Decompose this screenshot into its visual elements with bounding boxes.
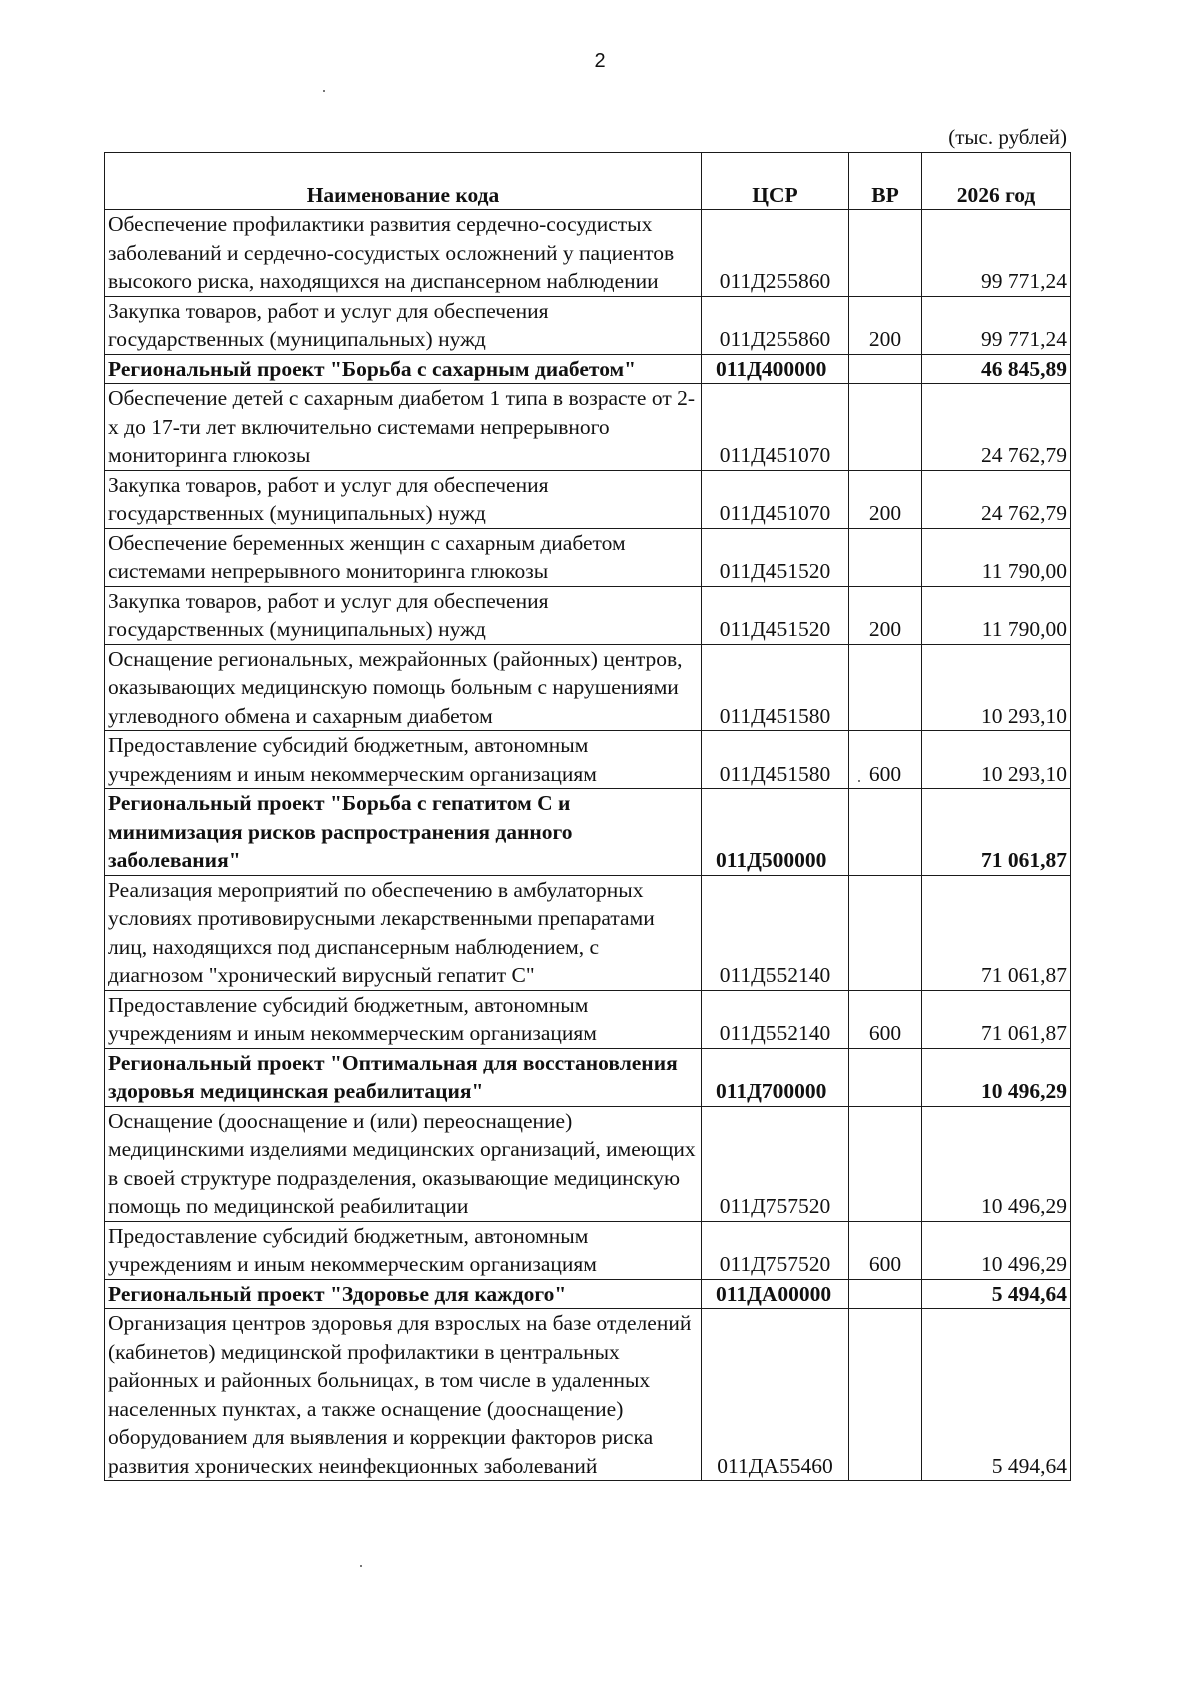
row-amount: 10 496,29 (922, 1048, 1071, 1106)
header-vr: ВР (849, 153, 922, 210)
row-vr-code (849, 1279, 922, 1309)
row-name: Закупка товаров, работ и услуг для обеспечения государственных (муниципальных) нужд (105, 470, 702, 528)
row-name: Предоставление субсидий бюджетным, автономным учреждениям и иным некоммерческим организациям (105, 731, 702, 789)
row-vr-code (849, 1106, 922, 1221)
row-csr-code: 011Д451070 (702, 384, 849, 471)
row-vr-code (849, 789, 922, 876)
row-amount: 11 790,00 (922, 528, 1071, 586)
row-amount: 10 496,29 (922, 1106, 1071, 1221)
row-csr-code: 011Д552140 (702, 875, 849, 990)
table-row (105, 296, 1071, 354)
table-row (105, 731, 1071, 789)
row-vr-code (849, 384, 922, 471)
row-csr-code: 011Д757520 (702, 1221, 849, 1279)
table-row (105, 384, 1071, 471)
row-csr-code: 011Д451580 (702, 731, 849, 789)
row-amount: 11 790,00 (922, 586, 1071, 644)
table-row (105, 789, 1071, 876)
row-csr-code: 011Д700000 (702, 1048, 849, 1106)
table-row (105, 210, 1071, 297)
row-name: Обеспечение профилактики развития сердечно-сосудистых заболеваний и сердечно-сосудистых осложнений у пациентов высокого риска, находящихся на диспансерном наблюдении (105, 210, 702, 297)
row-name: Предоставление субсидий бюджетным, автономным учреждениям и иным некоммерческим организациям (105, 1221, 702, 1279)
row-name: Региональный проект "Оптимальная для восстановления здоровья медицинская реабилитация" (105, 1048, 702, 1106)
row-name: Региональный проект "Борьба с сахарным диабетом" (105, 354, 702, 384)
row-name: Реализация мероприятий по обеспечению в амбулаторных условиях противовирусными лекарственными препаратами лиц, находящихся под диспансерным наблюдением, с диагнозом "хронический вирусный гепатит С" (105, 875, 702, 990)
row-vr-code (849, 354, 922, 384)
row-amount: 46 845,89 (922, 354, 1071, 384)
row-amount: 10 496,29 (922, 1221, 1071, 1279)
row-csr-code: 011Д451520 (702, 528, 849, 586)
table-body (105, 210, 1071, 1481)
row-csr-code: 011Д500000 (702, 789, 849, 876)
row-amount: 24 762,79 (922, 384, 1071, 471)
row-name: Обеспечение детей с сахарным диабетом 1 типа в возрасте от 2-х до 17-ти лет включительно системами непрерывного мониторинга глюкозы (105, 384, 702, 471)
row-amount: 24 762,79 (922, 470, 1071, 528)
row-csr-code: 011Д255860 (702, 210, 849, 297)
row-vr-code: 600 (849, 731, 922, 789)
header-year: 2026 год (922, 153, 1071, 210)
row-csr-code: 011Д400000 (702, 354, 849, 384)
table-row (105, 1279, 1071, 1309)
page-number: 2 (594, 50, 606, 72)
row-vr-code (849, 644, 922, 731)
header-csr: ЦСР (702, 153, 849, 210)
row-vr-code (849, 528, 922, 586)
row-vr-code (849, 875, 922, 990)
row-vr-code: 600 (849, 1221, 922, 1279)
row-name: Оснащение (дооснащение и (или) переоснащение) медицинскими изделиями медицинских организаций, имеющих в своей структуре подразделения, оказывающие медицинскую помощь по медицинской реабилитации (105, 1106, 702, 1221)
scan-speck (323, 90, 325, 92)
row-csr-code: 011Д451580 (702, 644, 849, 731)
row-name: Закупка товаров, работ и услуг для обеспечения государственных (муниципальных) нужд (105, 586, 702, 644)
table-row (105, 528, 1071, 586)
header-name: Наименование кода (105, 153, 702, 210)
row-csr-code: 011Д451070 (702, 470, 849, 528)
table-row (105, 1106, 1071, 1221)
table-row (105, 1309, 1071, 1481)
row-name: Региональный проект "Здоровье для каждого" (105, 1279, 702, 1309)
row-vr-code (849, 1309, 922, 1481)
table-row (105, 1221, 1071, 1279)
table-row (105, 644, 1071, 731)
row-csr-code: 011Д255860 (702, 296, 849, 354)
table-row (105, 990, 1071, 1048)
row-csr-code: 011Д757520 (702, 1106, 849, 1221)
row-amount: 71 061,87 (922, 875, 1071, 990)
row-vr-code: 200 (849, 470, 922, 528)
row-amount: 71 061,87 (922, 789, 1071, 876)
row-vr-code (849, 1048, 922, 1106)
row-amount: 10 293,10 (922, 644, 1071, 731)
row-amount: 99 771,24 (922, 210, 1071, 297)
row-csr-code: 011Д451520 (702, 586, 849, 644)
table-row (105, 470, 1071, 528)
row-name: Обеспечение беременных женщин с сахарным диабетом системами непрерывного мониторинга глюкозы (105, 528, 702, 586)
table-header-row (105, 153, 1071, 210)
units-note: (тыс. рублей) (948, 125, 1067, 149)
row-name: Закупка товаров, работ и услуг для обеспечения государственных (муниципальных) нужд (105, 296, 702, 354)
row-amount: 10 293,10 (922, 731, 1071, 789)
row-name: Оснащение региональных, межрайонных (районных) центров, оказывающих медицинскую помощь больным с нарушениями углеводного обмена и сахарным диабетом (105, 644, 702, 731)
table-row (105, 586, 1071, 644)
budget-table (104, 152, 1071, 1481)
scan-speck (360, 1565, 362, 1567)
row-vr-code (849, 210, 922, 297)
row-name: Предоставление субсидий бюджетным, автономным учреждениям и иным некоммерческим организациям (105, 990, 702, 1048)
row-amount: 71 061,87 (922, 990, 1071, 1048)
table-row (105, 354, 1071, 384)
row-vr-code: 600 (849, 990, 922, 1048)
table-row (105, 1048, 1071, 1106)
row-vr-code: 200 (849, 296, 922, 354)
row-name: Организация центров здоровья для взрослых на базе отделений (кабинетов) медицинской профилактики в центральных районных и районных больницах, в том числе в удаленных населенных пунктах, а также оснащение (дооснащение) оборудованием для выявления и коррекции факторов риска развития хронических неинфекционных заболеваний (105, 1309, 702, 1481)
row-csr-code: 011ДА00000 (702, 1279, 849, 1309)
row-csr-code: 011ДА55460 (702, 1309, 849, 1481)
row-vr-code: 200 (849, 586, 922, 644)
table-row (105, 875, 1071, 990)
row-name: Региональный проект "Борьба с гепатитом С и минимизация рисков распространения данного заболевания" (105, 789, 702, 876)
row-amount: 5 494,64 (922, 1279, 1071, 1309)
row-amount: 99 771,24 (922, 296, 1071, 354)
row-csr-code: 011Д552140 (702, 990, 849, 1048)
row-amount: 5 494,64 (922, 1309, 1071, 1481)
